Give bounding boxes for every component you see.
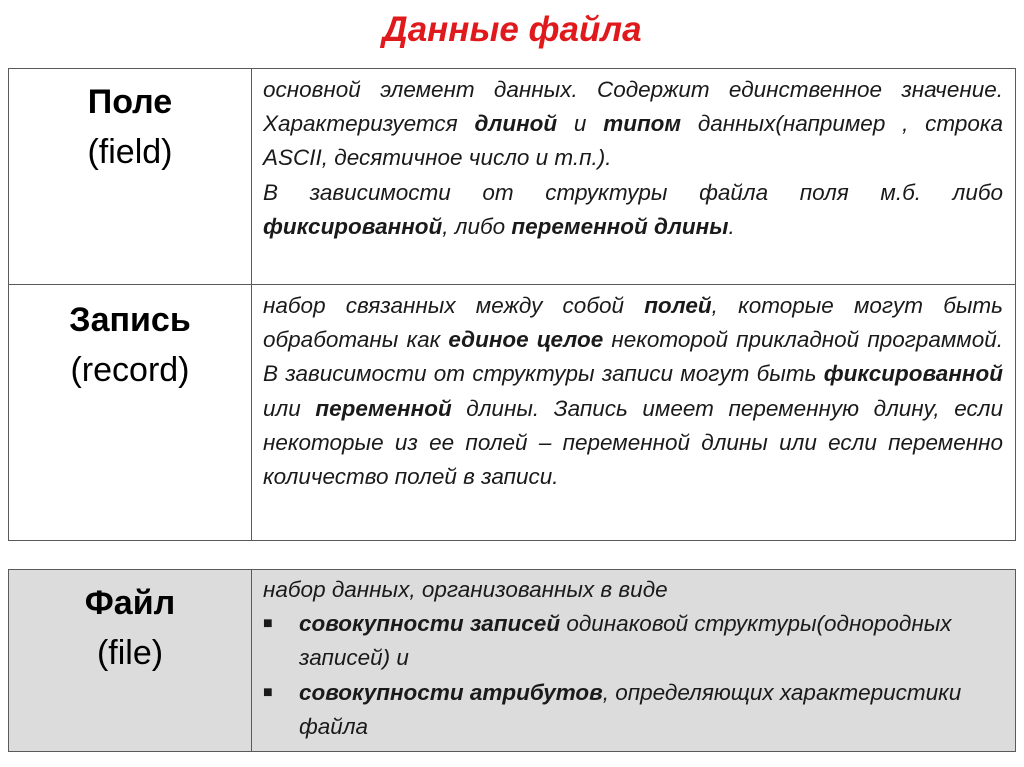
text: данных(например , строка ASCII, десятичное число и т.п.). <box>263 111 1003 171</box>
text: В зависимости от структуры файла поля м.б. либо <box>263 179 1003 205</box>
definitions-table <box>8 68 1016 541</box>
description-paragraph <box>263 73 1003 176</box>
file-description <box>252 570 1015 750</box>
bold-term: единое целое <box>448 327 604 353</box>
list-item <box>263 676 1003 744</box>
description-cell <box>252 570 1016 752</box>
text: или <box>263 395 316 421</box>
description-cell <box>252 69 1016 285</box>
text: одинаковой структуры(однородных записей) и <box>299 611 952 671</box>
text: . <box>728 213 735 239</box>
term-cell <box>9 285 252 541</box>
description-paragraph <box>263 176 1003 244</box>
record-description <box>252 285 1015 500</box>
text: некоторой прикладной программой. В зависимости от структуры записи могут быть <box>263 327 1003 387</box>
text: набор связанных между собой <box>263 293 645 318</box>
description-cell <box>252 285 1016 541</box>
term-english: (record) <box>70 351 190 389</box>
text: , которые могут быть обработаны как <box>263 293 1003 353</box>
term-cell <box>9 69 252 285</box>
table-row-record <box>9 285 1016 541</box>
term-english: (file) <box>96 634 164 672</box>
bold-term: переменной <box>315 395 452 421</box>
bold-term: типом <box>603 111 682 137</box>
page-title: Данные файла <box>382 10 642 49</box>
term-english: (field) <box>87 133 173 171</box>
list-item <box>263 607 1003 675</box>
bold-term: совокупности атрибутов <box>299 679 603 705</box>
bold-term: переменной длины <box>511 213 729 239</box>
table-row-file <box>9 570 1016 752</box>
text: длины. Запись имеет переменную длину, если некоторые из ее полей – переменной длины или если переменно количество полей в записи. <box>263 395 1004 490</box>
bold-term: длиной <box>474 111 558 137</box>
text: , либо <box>442 213 512 239</box>
text: , определяющих характеристики файла <box>299 679 962 739</box>
term-name: Файл <box>84 584 176 622</box>
square-bullet-icon: ■ <box>263 615 273 633</box>
term-cell <box>9 570 252 752</box>
bold-term: полей <box>644 293 712 318</box>
field-description <box>252 69 1015 250</box>
text: основной элемент данных. Содержит единственное значение. Характеризуется <box>263 77 1003 137</box>
bold-term: фиксированной <box>263 213 443 239</box>
table-row-field <box>9 69 1016 285</box>
text: и <box>557 111 604 137</box>
square-bullet-icon: ■ <box>263 683 273 701</box>
file-definition-table <box>8 569 1016 752</box>
description-intro: набор данных, организованных в виде <box>263 577 668 602</box>
description-paragraph <box>263 289 1003 494</box>
bold-term: фиксированной <box>823 361 1003 387</box>
term-name: Поле <box>87 83 173 121</box>
term-name: Запись <box>69 301 191 339</box>
bullet-list <box>263 607 1003 744</box>
bold-term: совокупности записей <box>299 611 561 637</box>
